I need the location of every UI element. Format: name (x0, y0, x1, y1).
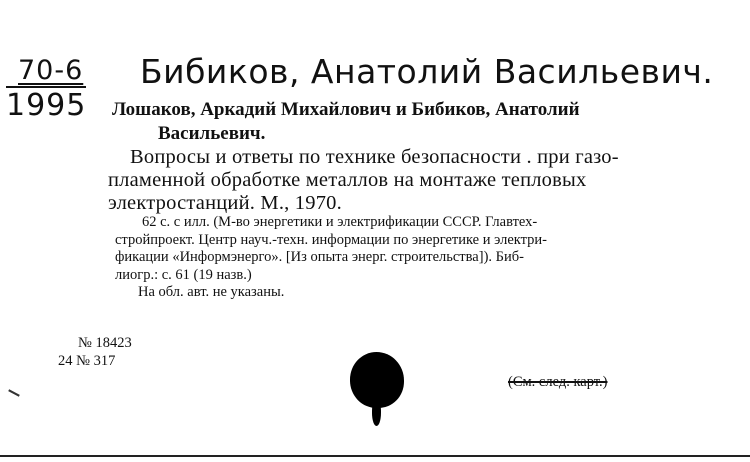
bibliographic-notes (115, 214, 725, 302)
authors-heading (112, 98, 732, 146)
punch-hole-tear (372, 400, 381, 426)
authors-line-2: Васильевич. (158, 123, 266, 144)
title-line: пламенной обработке металлов на монтаже тепловых (108, 169, 587, 191)
notes-line: 62 с. с илл. (М-во энергетики и электрификации СССР. Главтех- (142, 214, 538, 230)
inventory-line-2: 24 № 317 (58, 353, 116, 369)
title-line: Вопросы и ответы по технике безопасности . при газо- (130, 146, 619, 168)
notes-line: На обл. авт. не указаны. (138, 284, 285, 300)
call-number-bottom: 1995 (6, 88, 87, 123)
inventory-numbers (58, 334, 132, 370)
inventory-line-1: № 18423 (78, 335, 132, 351)
bottom-rule (0, 455, 750, 457)
title-line: электростанций. М., 1970. (108, 192, 342, 214)
notes-line: фикации «Информэнерго». [Из опыта энерг. строительства]). Биб- (115, 249, 524, 265)
call-number-top: 70-6 (18, 55, 84, 86)
continued-note: (См. след. карт.) (508, 374, 608, 390)
notes-line: стройпроект. Центр науч.-техн. информации по энергетике и электри- (115, 231, 547, 248)
notes-line: лиогр.: с. 61 (19 назв.) (115, 266, 252, 283)
handwritten-author-heading: Бибиков, Анатолий Васильевич. (140, 52, 714, 91)
book-title (108, 146, 728, 215)
authors-line-1: Лошаков, Аркадий Михайлович и Бибиков, Анатолий (112, 99, 580, 120)
stray-mark (8, 389, 20, 396)
